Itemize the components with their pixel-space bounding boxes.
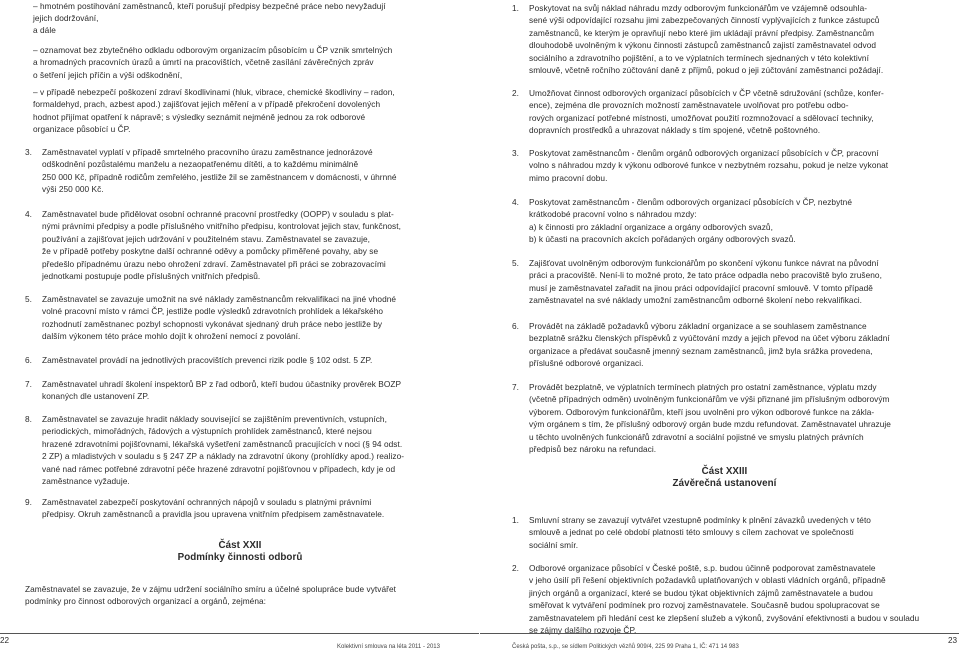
item-number: 3. bbox=[25, 147, 33, 157]
item-number: 4. bbox=[512, 197, 520, 207]
numbered-item bbox=[25, 413, 455, 487]
numbered-item bbox=[25, 293, 455, 343]
item-text: Zaměstnavatel zabezpečí poskytování ochranných nápojů v souladu s platnými právními předpisy. Okruh zaměstnanců a pravidla jsou upravena vnitřním předpisem zaměstnavatele. bbox=[42, 497, 385, 520]
dash-item-text: – hmotném postihování zaměstnanců, kteří porušují předpisy bezpečné práce nebo nevyžadují jejich dodržování, bbox=[33, 1, 386, 24]
numbered-item bbox=[25, 146, 455, 196]
item-text: Zaměstnavatel provádí na jednotlivých pracovištích prevenci rizik podle § 102 odst. 5 ZP. bbox=[42, 355, 373, 365]
and-also-label: a dále bbox=[33, 25, 56, 35]
item-text: Poskytovat zaměstnancům - členům orgánů odborových organizací působících v ČP, pracovní volno s náhradou mzdy k výkonu odborové funkce v nezbytném rozsahu, pokud je nelze vykonat mimo pracovní dobu. bbox=[529, 148, 889, 183]
item-number: 7. bbox=[512, 382, 520, 392]
item-text: Poskytovat na svůj náklad náhradu mzdy odborovým funkcionářům ve vzájemně odsouhla- sené výši odpovídající rozsahu jimi zabezpečovaných činností vyplývajících z funkce zástupců zaměstnanců, ke kterým je opravňují nebo které jim ukládají právní předpisy. Zaměstnancům dlouhodobě uvolněným k výkonu činnosti zástupců zaměstnanců zajistí zaměstnavatel odvod sociálního a zdravotního pojištění, a to ve výplatních termínech sjednaných v této kolektivní smlouvě, včetně ročního zúčtování daně z příjmů, pokud o jeji zúčtování zaměstnanci požádají. bbox=[529, 3, 884, 76]
item-text: Umožňovat činnost odborových organizací působících v ČP včetně sdružování (schůze, konfer- ence), zejména dle provozních možností zaměstnavatele uvolňovat pro potřebu odbo- rových organizací potřebné místnosti, umožňovat použití rozmnožovací a sdělovací techniky, dopravních prostředků a uhrazovat náklady s tím spojené, včetně poštovného. bbox=[529, 88, 884, 136]
item-number: 3. bbox=[512, 148, 520, 158]
dash-item bbox=[25, 44, 455, 81]
page-number: 22 bbox=[0, 636, 10, 645]
item-text: Zaměstnavatel bude přidělovat osobní ochranné pracovní prostředky (OOPP) v souladu s plat- nými právními předpisy a podle příslušného vnitřního předpisu, kontrolovat jejich stav, funkčnost, používání a zajišťovat jejich udržování v použitelném stavu. Zaměstnavatel se zavazuje, že v případě potřeby poskytne další ochranné oděvy a pomůcky přiměřené povahy, aby se předešlo případnému úrazu nebo ohrožení zdraví. Zaměstnavatel při práci se zobrazovacími jednotkami postupuje podle příslušných vnitřních předpisů. bbox=[42, 209, 401, 282]
numbered-item bbox=[512, 87, 937, 137]
item-text: Zaměstnavatel se zavazuje umožnit na své náklady zaměstnancům rekvalifikaci na jiné vhodné volné pracovní místo v rámci ČP, jestliže podle výsledků zdravotních prohlídek a lékařského rozhodnutí zaměstnanec pozbyl schopnosti vykonávat sjednaný druh práce nebo jestliže by dalším výkonem této práce mohlo dojít k ohrožení nemocí z povolání. bbox=[42, 294, 397, 342]
item-number: 1. bbox=[512, 3, 520, 13]
item-number: 2. bbox=[512, 88, 520, 98]
page-number: 23 bbox=[948, 636, 958, 645]
item-text: Zajišťovat uvolněným odborovým funkcionářům po skončení výkonu funkce návrat na původní práci a pracoviště. Není-li to možné proto, že tato práce odpadla nebo pracoviště bylo zrušeno, musí je zaměstnavatel zařadit na jinou práci odpovídající pracovní smlouvě. V tomto případě zaměstnavatel na své náklady umožní zaměstnancům odborné školení nebo rekvalifikaci. bbox=[529, 258, 882, 306]
numbered-item bbox=[512, 514, 937, 551]
dash-item bbox=[25, 0, 455, 25]
footer-rule bbox=[480, 633, 959, 634]
item-text: Smluvní strany se zavazují vytvářet vzestupně podmínky k plnění závazků uvedených v této smlouvě a jednat po celé období platnosti této smlouvy s cílem zachovat ve společnosti sociální smír. bbox=[529, 515, 871, 550]
item-text: Poskytovat zaměstnancům - členům odborových organizací působících v ČP, nezbytné krátkodobé pracovní volno s náhradou mzdy: a) k činnosti pro základní organizace a orgány odborových svazů, b) k účasti na pracovních akcích pořádaných orgány odborových svazů. bbox=[529, 197, 852, 245]
section-subtitle: Závěrečná ustanovení bbox=[672, 478, 777, 489]
item-number: 8. bbox=[25, 414, 33, 424]
item-number: 6. bbox=[25, 355, 33, 365]
numbered-item bbox=[512, 320, 937, 370]
dash-item-text: – v případě nebezpečí poškození zdraví škodlivinami (hluk, vibrace, chemické škodliviny – radon, formaldehyd, prach, azbest apod.) zajišťovat jejich měření a v případě překročení dovolených hodnot přijímat opatření k nápravě; s výsledky seznámit nejméně jednou za rok odborové organizace působící u ČP. bbox=[33, 87, 395, 135]
item-text: Zaměstnavatel vyplatí v případě smrtelného pracovního úrazu zaměstnance jednorázové odškodnění pozůstalému manželu a nezaopatřenému dítěti, a to každému minimálně 250 000 Kč, případně rodičům zemřelého, jestliže žil se zaměstnancem v domácnosti, v úhrnné výši 250 000 Kč. bbox=[42, 147, 397, 195]
section-title: Část XXII bbox=[218, 540, 262, 551]
left-page bbox=[0, 0, 479, 650]
numbered-item bbox=[25, 378, 455, 403]
item-number: 5. bbox=[512, 258, 520, 268]
dash-item bbox=[25, 86, 455, 136]
numbered-item bbox=[512, 562, 937, 636]
numbered-item bbox=[25, 208, 455, 282]
item-text: Zaměstnavatel se zavazuje hradit náklady související se zajištěním preventivních, vstupních, periodických, mimořádných, řádových a výstupních prohlídek zaměstnanců, které nejsou hrazené zdravotními pojišťovnami, lékařská vyšetření zaměstnanců pracujících v noci (§ 94 odst. 2 ZP) a mladistvých v souladu s § 247 ZP a náklady na zdravotní úkony (prohlídky apod.) realizo- vané nad rámec potřebné zdravotní péče hrazené zdravotní pojišťovnou v případech, kdy je od zaměstnance vyžaduje. bbox=[42, 414, 405, 487]
item-number: 5. bbox=[25, 294, 33, 304]
section-subtitle: Podmínky činnosti odborů bbox=[177, 552, 303, 563]
numbered-item bbox=[512, 147, 937, 184]
section-heading bbox=[512, 466, 937, 490]
item-number: 1. bbox=[512, 515, 520, 525]
item-text: Provádět na základě požadavků výboru základní organizace a se souhlasem zaměstnance bezplatně srážku členských příspěvků z vyúčtování mzdy a jejich převod na účet výboru základní organizace a předávat současně jmenný seznam zaměstnanců, jimž byla srážka provedena, příslušné odborové organizaci. bbox=[529, 321, 890, 369]
section-intro-text: Zaměstnavatel se zavazuje, že v zájmu udržení sociálního smíru a účelné spolupráce bude vytvářet podmínky pro činnost odborových organizací a orgánů, zejména: bbox=[25, 584, 396, 607]
right-page bbox=[480, 0, 959, 650]
item-number: 2. bbox=[512, 563, 520, 573]
item-number: 6. bbox=[512, 321, 520, 331]
footer-rule bbox=[0, 633, 479, 634]
numbered-item bbox=[512, 257, 937, 307]
and-also-text bbox=[25, 24, 455, 36]
numbered-item bbox=[512, 381, 937, 455]
section-title: Část XXIII bbox=[701, 466, 748, 477]
item-text: Odborové organizace působící v České poště, s.p. budou účinně podporovat zaměstnavatele v jeho úsilí při řešení objektivních požadavků uplatňovaných v oblasti vládních orgánů, případně jiných orgánů a organizací, které se budou týkat objektivních zájmů zaměstnavatele a budou směřovat k vytváření podmínek pro rozvoj zaměstnavatele. Současně budou spolupracovat se zaměstnavatelem při hledání cest ke zlepšení služeb a výkonů, zvyšování efektivnosti a budou v souladu se zájmy dalšího rozvoje ČP. bbox=[529, 563, 920, 636]
numbered-item bbox=[512, 2, 937, 76]
numbered-item bbox=[512, 196, 937, 246]
footer-text: Česká pošta, s.p., se sídlem Politických vězňů 909/4, 225 99 Praha 1, IČ: 471 14 983 bbox=[512, 644, 739, 650]
numbered-item bbox=[25, 354, 455, 366]
item-number: 4. bbox=[25, 209, 33, 219]
dash-item-text: – oznamovat bez zbytečného odkladu odborovým organizacím působícím u ČP vznik smrtelných a hromadných pracovních úrazů a úmrtí na pracovištích, včetně zasílání závěrečných zpráv o šetření jejich příčin a výši odškodnění, bbox=[33, 45, 393, 80]
numbered-item bbox=[25, 496, 455, 521]
item-text: Provádět bezplatně, ve výplatních termínech platných pro ostatní zaměstnance, výplatu mzdy (včetně případných odměn) uvolněným funkcionářům ve výši přiznané jim příslušným odborovým výborem. Odborovým funkcionářům, kteří jsou uvolněni pro výkon odborové funkce na zákla- vým orgánem s tím, že příslušný odborový orgán bude mzdu refundovat. Zaměstnavatel uhrazuje u těchto uvolněných funkcionářů zdravotní a sociální pojistné ve smyslu platných právních předpisů bez nároku na refundaci. bbox=[529, 382, 891, 455]
section-heading bbox=[25, 540, 455, 564]
item-number: 9. bbox=[25, 497, 33, 507]
section-intro bbox=[25, 583, 455, 608]
footer-text: Kolektivní smlouva na léta 2011 - 2013 bbox=[337, 644, 440, 650]
item-text: Zaměstnavatel uhradí školení inspektorů BP z řad odborů, kteří budou účastníky prověrek BOZP konaných dle ustanovení ZP. bbox=[42, 379, 402, 402]
item-number: 7. bbox=[25, 379, 33, 389]
